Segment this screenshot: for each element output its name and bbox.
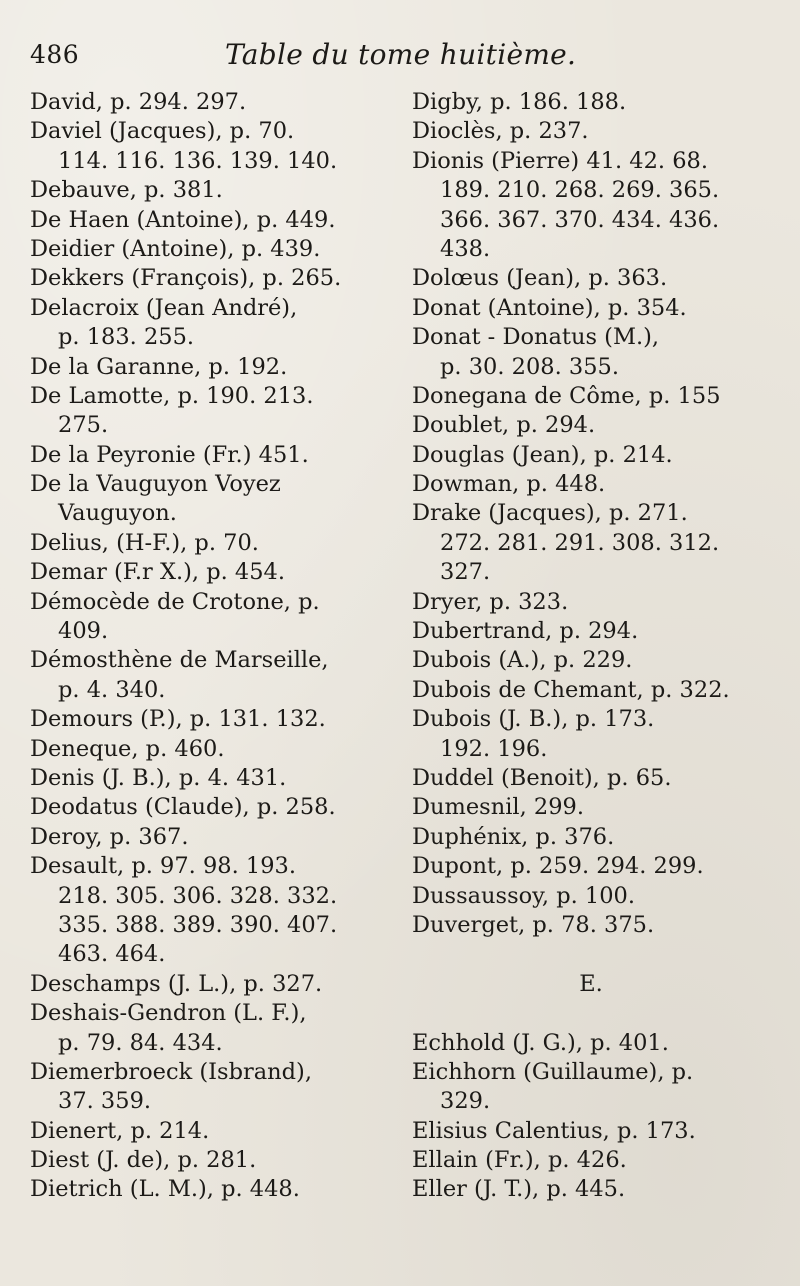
index-entry-line: 463. 464. — [58, 941, 166, 968]
index-entry-line: Dubois (A.), p. 229. — [412, 647, 633, 674]
index-entry-line: Dowman, p. 448. — [412, 471, 606, 498]
index-entry-line: Duphénix, p. 376. — [412, 823, 615, 850]
index-entry-line: De la Garanne, p. 192. — [30, 353, 288, 380]
index-entry-line: Dussaussoy, p. 100. — [412, 882, 636, 909]
index-entry-line: 409. — [58, 618, 109, 645]
index-entry-line: De Lamotte, p. 190. 213. — [30, 382, 314, 409]
index-entry-line: Eller (J. T.), p. 445. — [412, 1176, 626, 1203]
index-entry-line: p. 183. 255. — [58, 324, 195, 351]
index-entry-line: Denis (J. B.), p. 4. 431. — [30, 764, 287, 791]
index-entry-line: p. 30. 208. 355. — [440, 353, 619, 380]
index-entry-line: Dryer, p. 323. — [412, 588, 569, 615]
index-entry-line: Demours (P.), p. 131. 132. — [30, 706, 326, 733]
index-entry-line: Dubertrand, p. 294. — [412, 618, 639, 645]
index-entry-line: Debauve, p. 381. — [30, 177, 223, 204]
left-index-column — [30, 88, 400, 1205]
index-entry-line: Dionis (Pierre) 41. 42. 68. — [412, 147, 709, 174]
index-entry-line: De la Peyronie (Fr.) 451. — [30, 441, 309, 468]
index-entry-line: Donat - Donatus (M.), — [412, 324, 660, 351]
index-entry-line: 327. — [440, 559, 491, 586]
index-entry-line: 189. 210. 268. 269. 365. — [440, 177, 720, 204]
index-entry-line: Vauguyon. — [58, 500, 177, 527]
index-entry-line: Dioclès, p. 237. — [412, 118, 589, 145]
index-entry-line: 114. 116. 136. 139. 140. — [58, 147, 338, 174]
blank-line — [412, 999, 780, 1028]
index-entry-line: Daviel (Jacques), p. 70. — [30, 118, 295, 145]
index-entry-line: 272. 281. 291. 308. 312. — [440, 529, 720, 556]
index-entry-line: Echhold (J. G.), p. 401. — [412, 1029, 669, 1056]
index-entry-line: De Haen (Antoine), p. 449. — [30, 206, 336, 233]
index-entry-line: Douglas (Jean), p. 214. — [412, 441, 673, 468]
index-entry-line: Digby, p. 186. 188. — [412, 89, 627, 115]
index-entry-line: Donat (Antoine), p. 354. — [412, 294, 687, 321]
index-entry-line: Diest (J. de), p. 281. — [30, 1147, 257, 1174]
index-entry-line: Deidier (Antoine), p. 439. — [30, 235, 321, 262]
index-entry-line: Dekkers (François), p. 265. — [30, 265, 342, 292]
index-entry-line: De la Vauguyon Voyez — [30, 471, 281, 498]
index-entry-line: Donegana de Côme, p. 155 — [412, 382, 721, 409]
index-entry-line: 37. 359. — [58, 1088, 152, 1115]
index-entry-line: 329. — [440, 1088, 491, 1115]
index-entry-line: p. 4. 340. — [58, 676, 166, 703]
index-entry-line: Dolœus (Jean), p. 363. — [412, 265, 668, 292]
index-entry-line: 438. — [440, 235, 491, 262]
blank-line — [412, 940, 780, 969]
index-entry-line: Dupont, p. 259. 294. 299. — [412, 853, 704, 880]
index-entry-line: Dumesnil, 299. — [412, 794, 585, 821]
index-entry-line: Ellain (Fr.), p. 426. — [412, 1147, 627, 1174]
index-entry-line: 275. — [58, 412, 109, 439]
index-entry-line: Dietrich (L. M.), p. 448. — [30, 1176, 300, 1203]
index-entry-line: Delacroix (Jean André), — [30, 294, 298, 321]
running-title: Table du tome huitième. — [225, 38, 577, 71]
index-entry-line: Desault, p. 97. 98. 193. — [30, 853, 297, 880]
index-entry-line: Deshais-Gendron (L. F.), — [30, 1000, 307, 1027]
index-entry-line: 335. 388. 389. 390. 407. — [58, 911, 338, 938]
index-entry-line: Démosthène de Marseille, — [30, 647, 329, 674]
index-entry-line: Duverget, p. 78. 375. — [412, 911, 655, 938]
index-entry-line: Dubois (J. B.), p. 173. — [412, 706, 655, 733]
index-entry-line: 218. 305. 306. 328. 332. — [58, 882, 338, 909]
index-entry-line: Doublet, p. 294. — [412, 412, 596, 439]
page-number: 486 — [30, 40, 80, 69]
index-entry-line: Delius, (H-F.), p. 70. — [30, 529, 259, 556]
index-entry-line: Elisius Calentius, p. 173. — [412, 1117, 696, 1144]
index-entry-line: Drake (Jacques), p. 271. — [412, 500, 688, 527]
index-entry-line: 366. 367. 370. 434. 436. — [440, 206, 720, 233]
index-entry-line: Deodatus (Claude), p. 258. — [30, 794, 336, 821]
index-entry-line: Duddel (Benoit), p. 65. — [412, 764, 672, 791]
index-entry-line: David, p. 294. 297. — [30, 89, 247, 115]
index-entry-line: Diemerbroeck (Isbrand), — [30, 1058, 312, 1085]
index-entry-line: Eichhorn (Guillaume), p. — [412, 1058, 694, 1085]
page-header — [30, 36, 782, 88]
index-entry-line: Demar (F.r X.), p. 454. — [30, 559, 286, 586]
index-entry-line: Deneque, p. 460. — [30, 735, 225, 762]
index-entry-line: Deschamps (J. L.), p. 327. — [30, 970, 323, 997]
index-entry-line: Dubois de Chemant, p. 322. — [412, 676, 730, 703]
index-entry-line: p. 79. 84. 434. — [58, 1029, 223, 1056]
index-entry-line: Démocède de Crotone, p. — [30, 588, 320, 615]
index-entry-line: Dienert, p. 214. — [30, 1117, 210, 1144]
section-letter-heading: E. — [579, 970, 603, 997]
index-entry-line: Deroy, p. 367. — [30, 823, 189, 850]
index-entry-line: 192. 196. — [440, 735, 548, 762]
right-index-column — [412, 88, 780, 1205]
